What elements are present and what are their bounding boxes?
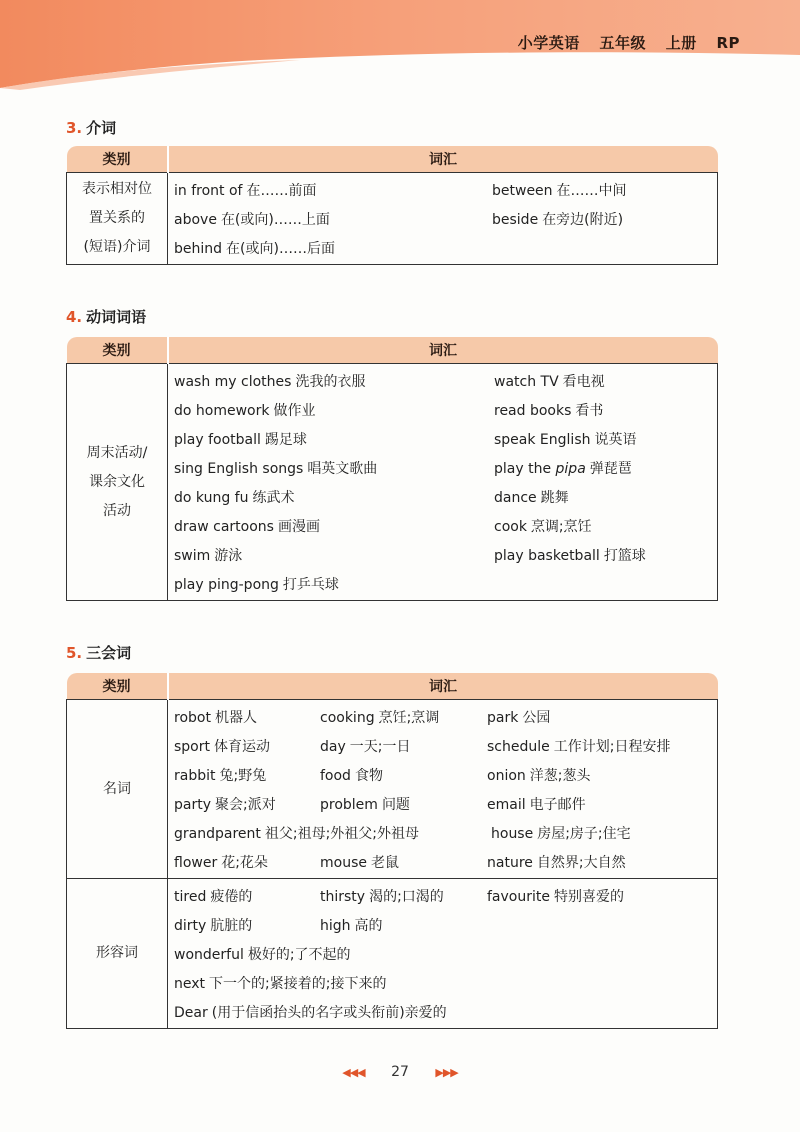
vocab-entry [492, 180, 627, 200]
vocab-entry [320, 794, 410, 814]
chinese-meaning: 特别喜爱的 [553, 888, 624, 905]
category-line: (短语)介词 [83, 239, 151, 255]
vocab-entry [174, 487, 294, 507]
english-word: wonderful [174, 946, 244, 963]
vocab-entry [487, 852, 626, 872]
chinese-meaning: 电子邮件 [529, 796, 586, 813]
chinese-meaning: 祖父;祖母;外祖父;外祖母 [264, 825, 420, 842]
chinese-meaning: 自然界;大自然 [536, 854, 626, 871]
english-word: robot [174, 709, 211, 726]
vocab-entry [494, 458, 632, 478]
chinese-meaning: 问题 [381, 796, 410, 813]
chinese-meaning: 在(或向)……后面 [226, 240, 335, 257]
category-line: 名词 [103, 780, 131, 797]
chinese-meaning: 看电视 [562, 373, 605, 390]
chinese-meaning: 游泳 [214, 547, 243, 564]
header-vocabulary: 词汇 [168, 146, 718, 173]
chinese-meaning: 老鼠 [370, 854, 399, 871]
vocab-table [66, 673, 718, 1029]
vocab-entry [174, 429, 307, 449]
vocab-entry [174, 973, 386, 993]
english-word: between [492, 182, 553, 199]
vocab-entry [494, 487, 569, 507]
english-word: problem [320, 796, 378, 813]
vocab-entry [320, 736, 410, 756]
header-vocabulary: 词汇 [168, 673, 718, 700]
english-word: Dear [174, 1004, 208, 1021]
english-word: park [487, 709, 519, 726]
english-word: do kung fu [174, 489, 249, 506]
english-word: cooking [320, 709, 375, 726]
vocab-entry [320, 765, 383, 785]
english-word: party [174, 796, 211, 813]
chinese-meaning: 兔;野兔 [219, 767, 267, 784]
english-word: nature [487, 854, 533, 871]
vocab-entry [494, 371, 605, 391]
english-word: above [174, 211, 217, 228]
english-word: day [320, 738, 346, 755]
word-line [174, 789, 717, 818]
page-footer [0, 1064, 800, 1080]
section-number: 4. [66, 308, 83, 326]
vocab-entry [174, 736, 270, 756]
english-word: swim [174, 547, 211, 564]
table-header-row [67, 337, 718, 364]
word-list [168, 700, 717, 878]
english-word: high [320, 917, 351, 934]
vocab-entry [174, 400, 315, 420]
vocabulary-cell [168, 364, 718, 601]
word-line [174, 818, 717, 847]
category-line: 课余文化 [89, 473, 145, 490]
section-title-text: 三会词 [86, 644, 132, 662]
english-word: food [320, 767, 351, 784]
table-row [67, 173, 718, 265]
chinese-meaning: 机器人 [214, 709, 257, 726]
vocab-entry [174, 944, 351, 964]
word-list [168, 364, 717, 600]
english-word: watch TV [494, 373, 559, 390]
vocab-entry [174, 574, 339, 594]
english-word: thirsty [320, 888, 366, 905]
category-line: 形容词 [96, 945, 138, 961]
english-word: dirty [174, 917, 207, 934]
vocab-entry [174, 886, 252, 906]
vocabulary-cell [168, 700, 718, 879]
chinese-meaning: (用于信函抬头的名字或头衔前)亲爱的 [211, 1004, 447, 1021]
chinese-meaning: 极好的;了不起的 [247, 946, 351, 963]
word-list [168, 879, 717, 1028]
section-title-text: 动词词语 [86, 308, 147, 326]
page-number: 27 [391, 1064, 409, 1080]
table-header-row [67, 673, 718, 700]
chinese-meaning: 练武术 [252, 489, 295, 506]
header-course-info [504, 32, 740, 53]
chinese-meaning: 在(或向)……上面 [220, 211, 330, 228]
vocab-entry [174, 823, 419, 843]
word-line [174, 453, 717, 482]
header-term: 上册 [665, 34, 697, 52]
vocab-table [66, 146, 718, 265]
chinese-meaning: 聚会;派对 [215, 796, 276, 813]
section-title [66, 642, 131, 663]
vocab-entry [487, 886, 624, 906]
chinese-meaning: 弹琵琶 [589, 460, 632, 477]
word-line [174, 511, 717, 540]
word-line [174, 847, 717, 876]
english-word: sport [174, 738, 210, 755]
page-header [0, 0, 800, 90]
vocab-entry [487, 736, 670, 756]
vocab-table [66, 337, 718, 601]
english-word: read books [494, 402, 572, 419]
english-word: in front of [174, 182, 243, 199]
section-number: 5. [66, 644, 83, 662]
header-subject: 小学英语 [517, 34, 580, 52]
word-line [174, 424, 717, 453]
left-arrows-icon: ◀◀◀ [342, 1066, 365, 1079]
word-line [174, 997, 717, 1026]
chinese-meaning: 看书 [575, 402, 604, 419]
vocab-entry [174, 707, 257, 727]
chinese-meaning: 唱英文歌曲 [307, 460, 378, 477]
vocab-entry [494, 516, 592, 536]
vocab-entry [174, 852, 268, 872]
chinese-meaning: 公园 [522, 709, 551, 726]
vocab-entry [174, 458, 377, 478]
word-line [174, 702, 717, 731]
word-line [174, 395, 717, 424]
vocab-entry [487, 707, 550, 727]
vocab-entry [174, 516, 320, 536]
word-line [174, 881, 717, 910]
header-category: 类别 [67, 146, 168, 173]
vocab-entry [487, 765, 591, 785]
section-title-text: 介词 [86, 119, 117, 137]
word-line [174, 482, 717, 511]
table-header-row [67, 146, 718, 173]
chinese-meaning: 体育运动 [214, 738, 270, 755]
word-line [174, 204, 717, 233]
chinese-meaning: 在……前面 [246, 182, 317, 199]
english-word: favourite [487, 888, 550, 905]
category-cell [67, 879, 168, 1029]
english-word: schedule [487, 738, 550, 755]
chinese-meaning: 打乒乓球 [282, 576, 339, 593]
vocab-entry [174, 765, 266, 785]
chinese-meaning: 洗我的衣服 [295, 373, 366, 390]
vocab-entry [320, 852, 399, 872]
word-line [174, 939, 717, 968]
english-word: speak English [494, 431, 591, 448]
english-word: onion [487, 767, 526, 784]
english-word: do homework [174, 402, 270, 419]
table-row [67, 364, 718, 601]
vocab-entry [174, 238, 335, 258]
vocab-entry [320, 915, 383, 935]
english-word: beside [492, 211, 539, 228]
vocab-entry [492, 209, 623, 229]
english-word: flower [174, 854, 218, 871]
chinese-meaning: 洋葱;葱头 [529, 767, 591, 784]
chinese-meaning: 踢足球 [264, 431, 307, 448]
english-word: wash my clothes [174, 373, 292, 390]
english-word: mouse [320, 854, 367, 871]
category-line: 周末活动/ [86, 444, 148, 461]
category-line: 表示相对位 [82, 181, 152, 197]
vocab-entry [174, 209, 330, 229]
vocab-entry [174, 371, 365, 391]
word-line [174, 175, 717, 204]
category-cell [67, 700, 168, 879]
vocab-entry [494, 400, 603, 420]
word-line [174, 760, 717, 789]
vocab-entry [320, 886, 444, 906]
english-word: next [174, 975, 206, 992]
section-title [66, 117, 116, 138]
english-word: behind [174, 240, 223, 257]
vocab-entry [491, 823, 631, 843]
english-word: play basketball [494, 547, 600, 564]
english-word: draw cartoons [174, 518, 274, 535]
vocab-entry [174, 545, 242, 565]
chinese-meaning: 肮脏的 [210, 917, 253, 934]
word-line [174, 233, 717, 262]
chinese-meaning: 食物 [354, 767, 383, 784]
chinese-meaning: 做作业 [273, 402, 316, 419]
vocabulary-cell [168, 173, 718, 265]
english-word: play the pipa [494, 460, 586, 477]
word-line [174, 910, 717, 939]
english-word: rabbit [174, 767, 216, 784]
section-number: 3. [66, 119, 83, 137]
chinese-meaning: 一天;一日 [349, 738, 411, 755]
english-word: email [487, 796, 526, 813]
word-line [174, 569, 717, 598]
vocab-entry [174, 1002, 447, 1022]
chinese-meaning: 烹调;烹饪 [530, 518, 592, 535]
chinese-meaning: 渴的;口渴的 [369, 888, 444, 905]
english-word: cook [494, 518, 527, 535]
header-category: 类别 [67, 337, 168, 364]
vocab-entry [174, 180, 316, 200]
word-line [174, 968, 717, 997]
english-word: tired [174, 888, 207, 905]
chinese-meaning: 高的 [354, 917, 383, 934]
header-category: 类别 [67, 673, 168, 700]
table-row [67, 879, 718, 1029]
chinese-meaning: 说英语 [594, 431, 637, 448]
section-title [66, 306, 146, 327]
vocab-entry [494, 545, 646, 565]
word-line [174, 366, 717, 395]
table-row [67, 700, 718, 879]
chinese-meaning: 烹饪;烹调 [378, 709, 440, 726]
vocab-entry [494, 429, 636, 449]
category-cell [67, 173, 168, 265]
right-arrows-icon: ▶▶▶ [435, 1066, 458, 1079]
english-word: play football [174, 431, 261, 448]
header-edition: RP [716, 34, 740, 52]
chinese-meaning: 在……中间 [556, 182, 627, 199]
chinese-meaning: 花;花朵 [221, 854, 268, 871]
word-line [174, 731, 717, 760]
english-word: dance [494, 489, 537, 506]
vocab-entry [174, 794, 276, 814]
chinese-meaning: 打篮球 [603, 547, 646, 564]
category-line: 置关系的 [89, 210, 145, 226]
chinese-meaning: 工作计划;日程安排 [553, 738, 671, 755]
category-cell [67, 364, 168, 601]
vocab-entry [174, 915, 252, 935]
category-line: 活动 [103, 502, 131, 519]
english-word: play ping-pong [174, 576, 279, 593]
vocab-entry [320, 707, 439, 727]
header-vocabulary: 词汇 [168, 337, 718, 364]
chinese-meaning: 下一个的;紧接着的;接下来的 [209, 975, 387, 992]
vocabulary-cell [168, 879, 718, 1029]
chinese-meaning: 房屋;房子;住宅 [537, 825, 631, 842]
word-list [168, 173, 717, 264]
chinese-meaning: 画漫画 [277, 518, 320, 535]
english-word: grandparent [174, 825, 261, 842]
chinese-meaning: 跳舞 [540, 489, 569, 506]
english-word: house [491, 825, 534, 842]
header-grade: 五年级 [599, 34, 646, 52]
chinese-meaning: 在旁边(附近) [542, 211, 624, 228]
word-line [174, 540, 717, 569]
chinese-meaning: 疲倦的 [210, 888, 253, 905]
english-word: sing English songs [174, 460, 304, 477]
vocab-entry [487, 794, 586, 814]
